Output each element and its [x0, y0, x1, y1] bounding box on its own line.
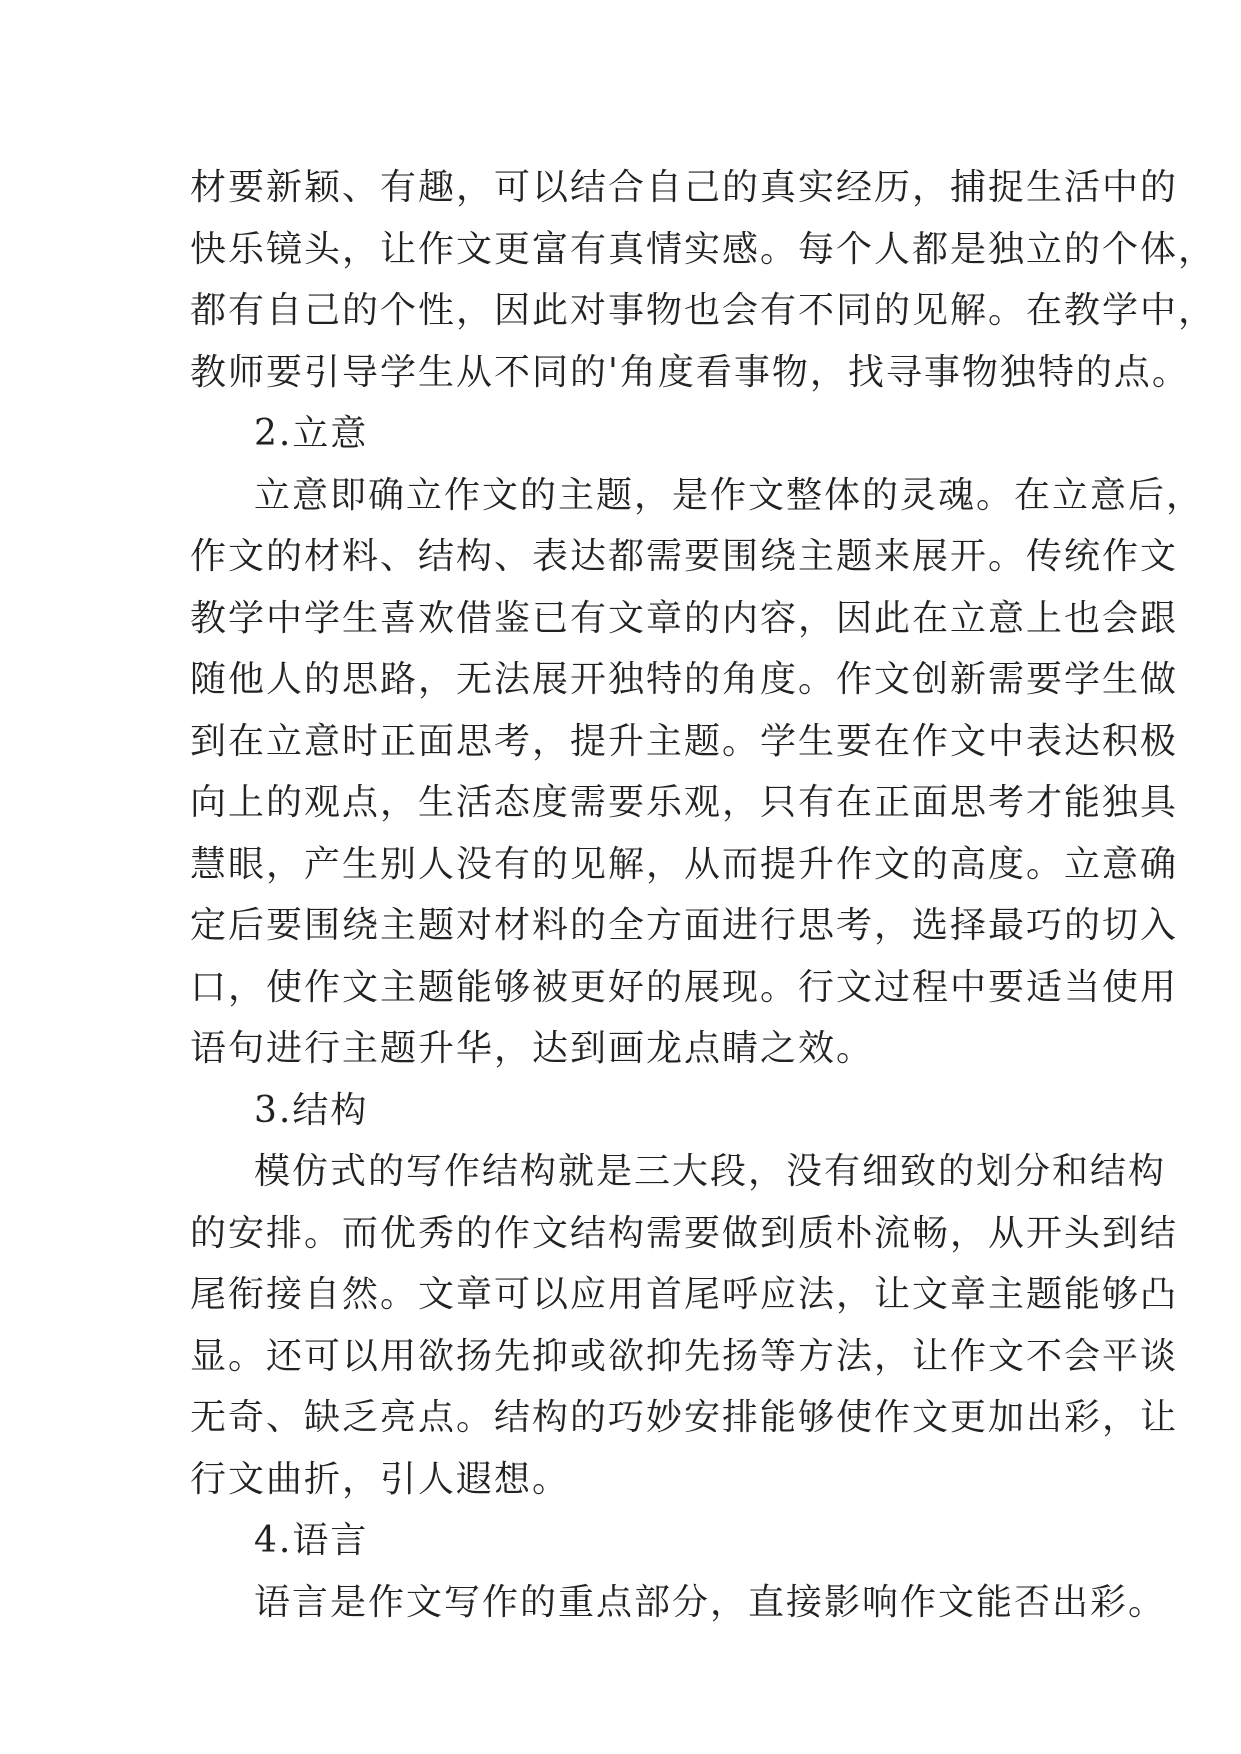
section-heading: 3.结构 — [254, 1089, 369, 1131]
document-body — [190, 157, 1217, 1633]
text-line: 快乐镜头，让作文更富有真情实感。每个人都是独立的个体， — [190, 228, 1217, 270]
text-line: 显。还可以用欲扬先抑或欲抑先扬等方法，让作文不会平谈 — [190, 1335, 1179, 1377]
text-line: 都有自己的个性，因此对事物也会有不同的见解。在教学中， — [190, 290, 1217, 331]
text-line: 口，使作文主题能够被更好的展现。行文过程中要适当使用 — [190, 966, 1179, 1008]
text-line: 行文曲折，引人遐想。 — [190, 1458, 571, 1500]
text-line: 教师要引导学生从不同的'角度看事物，找寻事物独特的点。 — [190, 351, 1190, 393]
text-line: 模仿式的写作结构就是三大段，没有细致的划分和结构 — [254, 1151, 1167, 1192]
text-line: 语句进行主题升华，达到画龙点睛之效。 — [190, 1028, 875, 1069]
text-line: 到在立意时正面思考，提升主题。学生要在作文中表达积极 — [190, 720, 1179, 762]
text-line: 无奇、缺乏亮点。结构的巧妙安排能够使作文更加出彩，让 — [190, 1397, 1179, 1438]
text-line: 材要新颖、有趣，可以结合自己的真实经历，捕捉生活中的 — [190, 167, 1179, 208]
section-heading: 4.语言 — [254, 1520, 369, 1561]
text-line: 作文的材料、结构、表达都需要围绕主题来展开。传统作文 — [190, 536, 1179, 577]
text-line: 尾衔接自然。文章可以应用首尾呼应法，让文章主题能够凸 — [190, 1274, 1179, 1315]
text-line: 随他人的思路，无法展开独特的角度。作文创新需要学生做 — [190, 659, 1179, 700]
text-line: 慧眼，产生别人没有的见解，从而提升作文的高度。立意确 — [190, 843, 1179, 885]
section-heading: 2.立意 — [254, 413, 369, 454]
text-line: 立意即确立作文的主题，是作文整体的灵魂。在立意后， — [254, 474, 1205, 516]
text-line: 教学中学生喜欢借鉴已有文章的内容，因此在立意上也会跟 — [190, 597, 1179, 639]
text-line: 语言是作文写作的重点部分，直接影响作文能否出彩。 — [254, 1581, 1167, 1623]
text-line: 的安排。而优秀的作文结构需要做到质朴流畅，从开头到结 — [190, 1212, 1179, 1254]
text-line: 向上的观点，生活态度需要乐观，只有在正面思考才能独具 — [190, 782, 1179, 823]
text-line: 定后要围绕主题对材料的全方面进行思考，选择最巧的切入 — [190, 905, 1179, 946]
